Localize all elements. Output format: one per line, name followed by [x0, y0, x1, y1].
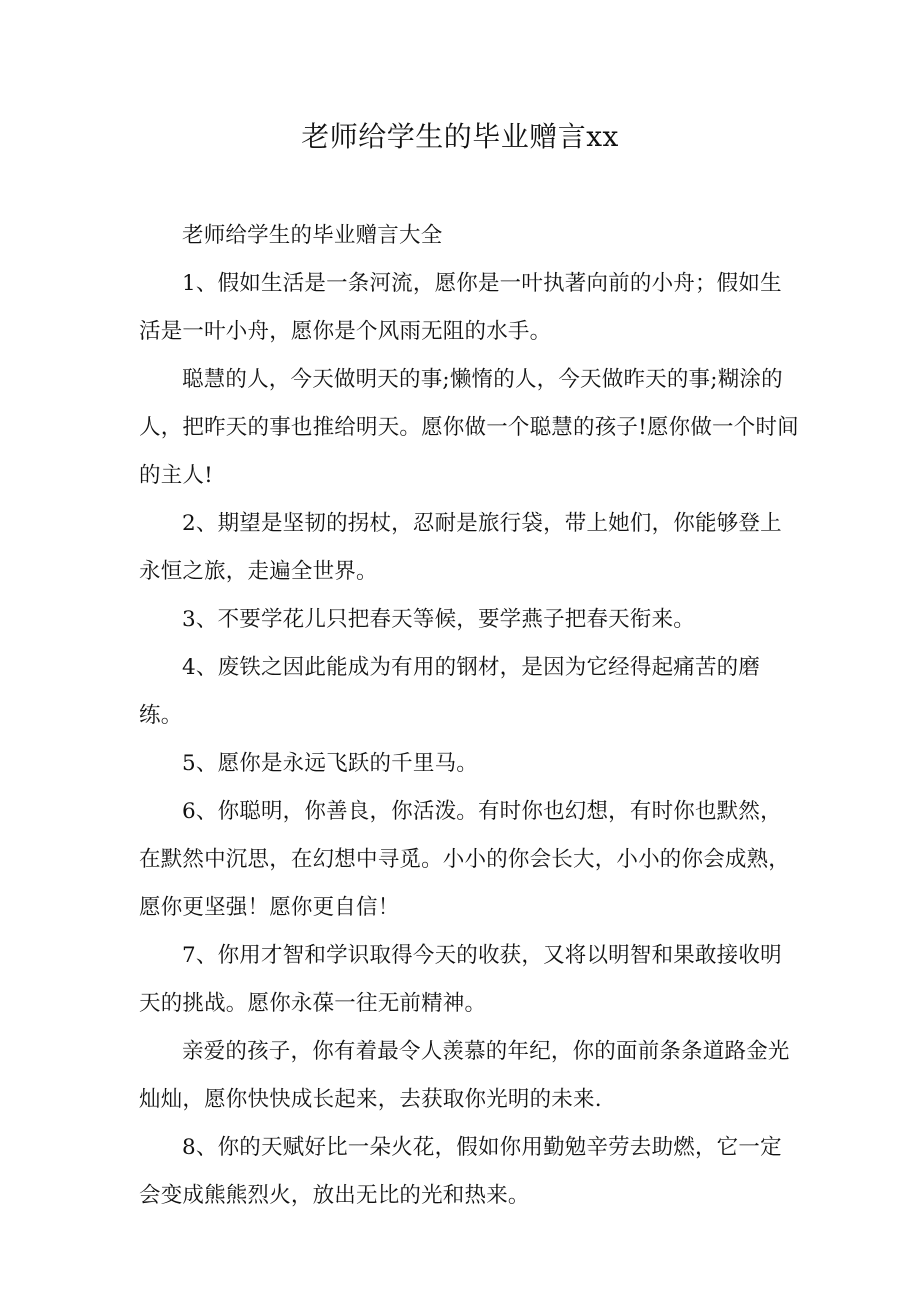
paragraph: 1、假如生活是一条河流，愿你是一叶执著向前的小舟；假如生活是一叶小舟，愿你是个风雨无阻的水手。 — [139, 271, 782, 344]
paragraph: 聪慧的人，今天做明天的事;懒惰的人，今天做昨天的事;糊涂的人，把昨天的事也推给明天。愿你做一个聪慧的孩子!愿你做一个时间的主人! — [139, 367, 799, 488]
paragraph: 亲爱的孩子，你有着最令人羡慕的年纪，你的面前条条道路金光灿灿，愿你快快成长起来，去获取你光明的未来. — [139, 1039, 790, 1112]
paragraph: 4、废铁之因此能成为有用的钢材，是因为它经得起痛苦的磨练。 — [139, 655, 761, 728]
paragraph: 2、期望是坚韧的拐杖，忍耐是旅行袋，带上她们，你能够登上永恒之旅，走遍全世界。 — [139, 511, 782, 584]
document-title: 老师给学生的毕业赠言xx — [301, 120, 619, 153]
paragraph-heading: 老师给学生的毕业赠言大全 — [182, 223, 443, 248]
paragraph: 6、你聪明，你善良，你活泼。有时你也幻想，有时你也默然，在默然中沉思，在幻想中寻觅。小小的你会长大，小小的你会成熟，愿你更坚强！愿你更自信！ — [139, 799, 791, 920]
paragraph: 7、你用才智和学识取得今天的收获，又将以明智和果敢接收明天的挑战。愿你永葆一往无前精神。 — [139, 943, 782, 1016]
paragraph: 5、愿你是永远飞跃的千里马。 — [182, 751, 478, 776]
document-body — [139, 212, 799, 1220]
paragraph: 3、不要学花儿只把春天等候，要学燕子把春天衔来。 — [182, 607, 695, 632]
paragraph: 8、你的天赋好比一朵火花，假如你用勤勉辛劳去助燃，它一定会变成熊熊烈火，放出无比的光和热来。 — [139, 1135, 782, 1208]
